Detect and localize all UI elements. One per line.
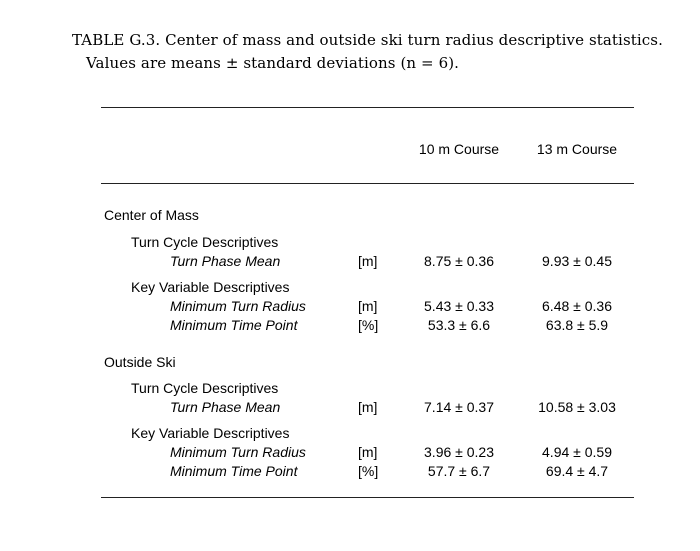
- table-cell: 69.4 ± 4.7: [545, 463, 609, 479]
- row-unit: [m]: [358, 253, 378, 269]
- table-cell: 10.58 ± 3.03: [538, 399, 616, 415]
- group-title: Turn Cycle Descriptives: [131, 380, 279, 396]
- row-label: Minimum Time Point: [170, 463, 298, 479]
- table-bottom-rule: [101, 497, 634, 498]
- row-label: Minimum Turn Radius: [170, 444, 306, 460]
- table-cell: 6.48 ± 0.36: [542, 298, 612, 314]
- table-cell: 63.8 ± 5.9: [545, 317, 609, 333]
- section-title-outside-ski: Outside Ski: [104, 354, 176, 370]
- group-title: Key Variable Descriptives: [131, 425, 290, 441]
- caption-title: TABLE G.3. Center of mass and outside ski turn radius descriptive statistics.: [72, 31, 663, 49]
- table-top-rule: [101, 107, 634, 108]
- table-cell: 57.7 ± 6.7: [427, 463, 491, 479]
- group-title: Turn Cycle Descriptives: [131, 234, 279, 250]
- table-cell: 3.96 ± 0.23: [424, 444, 494, 460]
- group-title: Key Variable Descriptives: [131, 279, 290, 295]
- table-cell: 5.43 ± 0.33: [424, 298, 494, 314]
- row-label: Minimum Time Point: [170, 317, 298, 333]
- table-cell: 53.3 ± 6.6: [427, 317, 491, 333]
- section-title-center-of-mass: Center of Mass: [104, 207, 199, 223]
- row-label: Turn Phase Mean: [170, 399, 281, 415]
- row-unit: [m]: [358, 444, 378, 460]
- row-unit: [%]: [358, 463, 379, 479]
- header-rule: [101, 183, 634, 184]
- row-label: Minimum Turn Radius: [170, 298, 306, 314]
- row-unit: [%]: [358, 317, 379, 333]
- table-cell: 8.75 ± 0.36: [424, 253, 494, 269]
- row-unit: [m]: [358, 298, 378, 314]
- table-cell: 9.93 ± 0.45: [542, 253, 612, 269]
- row-unit: [m]: [358, 399, 378, 415]
- table-cell: 4.94 ± 0.59: [542, 444, 612, 460]
- table-cell: 7.14 ± 0.37: [424, 399, 494, 415]
- caption-note: Values are means ± standard deviations (n = 6).: [86, 54, 460, 72]
- column-header-10m: 10 m Course: [418, 141, 500, 157]
- row-label: Turn Phase Mean: [170, 253, 281, 269]
- column-header-13m: 13 m Course: [536, 141, 618, 157]
